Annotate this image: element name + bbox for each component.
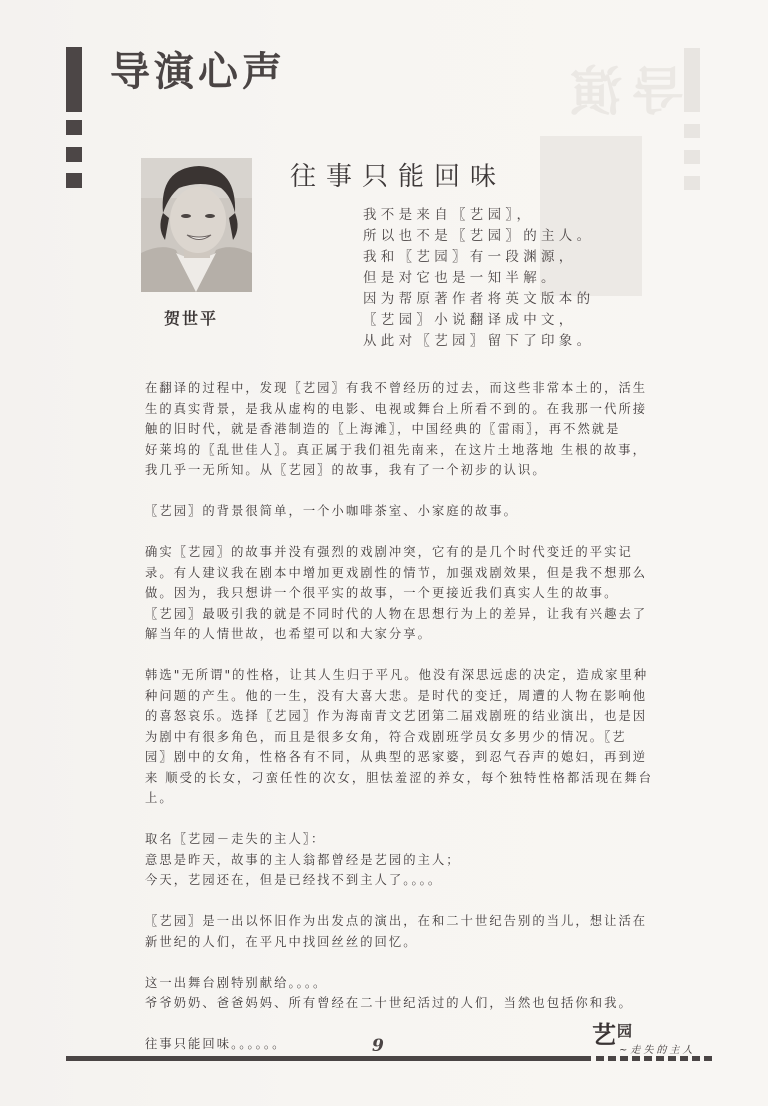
poem-line: 〖艺园〗小说翻译成中文，	[363, 312, 577, 328]
text-line: 新世纪的人们，在平凡中找回丝丝的回忆。	[145, 934, 418, 949]
article-title: 往事只能回味	[290, 162, 507, 192]
footer-dot	[644, 1056, 652, 1061]
paragraph	[145, 665, 695, 809]
footer-rule	[66, 1056, 591, 1061]
text-line: 种问题的产生。他的一生，没有大喜大悲。是时代的变迁，周遭的人物在影响他	[145, 688, 648, 703]
logo-second-char: 园	[617, 1022, 633, 1040]
text-line: 触的旧时代，就是香港制造的〖上海滩〗，中国经典的〖雷雨〗，再不然就是	[145, 422, 621, 436]
intro-poem	[363, 205, 594, 352]
author-name: 贺世平	[164, 309, 219, 328]
paragraph	[145, 829, 695, 891]
footer-dot	[596, 1056, 604, 1061]
decorative-square	[66, 147, 82, 162]
text-line: 往事只能回味。。。。。。	[145, 1037, 287, 1051]
publication-logo	[592, 1020, 696, 1056]
footer-dot	[620, 1056, 628, 1061]
text-line: 我几乎一无所知。从〖艺园〗的故事，我有了一个初步的认识。	[145, 463, 547, 477]
poem-line: 我和〖艺园〗有一段渊源，	[363, 249, 577, 265]
logo-subtitle: ~走失的主人	[619, 1045, 696, 1056]
footer-dot	[680, 1056, 688, 1061]
text-line: 为剧中有很多角色，而且是很多女角，符合戏剧班学员女多男少的情况。〖艺	[145, 729, 627, 744]
paragraph	[145, 501, 695, 522]
article-body	[145, 378, 695, 1075]
section-title: 导演心声	[110, 49, 286, 95]
decorative-square	[66, 173, 82, 188]
text-line: 园〗剧中的女角，性格各有不同，从典型的恶家婆，到忍气吞声的媳妇，再到逆	[145, 750, 648, 764]
text-line: 爷爷奶奶、爸爸妈妈、所有曾经在二十世纪活过的人们，当然也包括你和我。	[145, 996, 633, 1010]
text-line: 取名〖艺园－走失的主人〗：	[145, 832, 326, 846]
portrait-image-icon	[141, 158, 252, 292]
text-line: 来 顺受的长女，刁蛮任性的次女，胆怯羞涩的养女，每个独特性格都活现在舞台	[145, 770, 654, 785]
page-number: 9	[372, 1036, 384, 1056]
text-line: 确实〖艺园〗的故事并没有强烈的戏剧冲突，它有的是几个时代变迁的平实记	[145, 545, 633, 559]
footer-dot	[692, 1056, 700, 1061]
poem-line: 因为帮原著作者将英文版本的	[363, 291, 595, 307]
text-line: 在翻译的过程中，发现〖艺园〗有我不曾经历的过去，而这些非常本土的，活生	[145, 381, 648, 395]
footer-dot	[608, 1056, 616, 1061]
footer-dot	[704, 1056, 712, 1061]
bleed-through-square	[684, 176, 700, 190]
text-line: 的喜怒哀乐。选择〖艺园〗作为海南青文艺团第二届戏剧班的结业演出，也是因	[145, 709, 648, 723]
text-line: 意思是昨天，故事的主人翁都曾经是艺园的主人；	[145, 852, 461, 867]
decorative-bar-tall	[66, 47, 82, 112]
logo-main-char: 艺	[592, 1020, 616, 1049]
bleed-through-square	[684, 150, 700, 164]
paragraph	[145, 378, 695, 481]
text-line: 韩选"无所谓"的性格，让其人生归于平凡。他没有深思远虑的决定，造成家里种	[145, 668, 649, 682]
text-line: 这一出舞台剧特别献给。。。。	[145, 975, 328, 990]
text-line: 生的真实背景，是我从虚构的电影、电视或舞台上所看不到的。在我那一代所接	[145, 401, 648, 416]
paragraph	[145, 973, 695, 1014]
text-line: 解当年的人情世故，也希望可以和大家分享。	[145, 627, 432, 641]
poem-line: 我不是来自〖艺园〗，	[363, 207, 535, 223]
footer-dot	[632, 1056, 640, 1061]
author-photo	[141, 158, 252, 292]
text-line: 今天，艺园还在，但是已经找不到主人了。。。。	[145, 873, 443, 887]
poem-line: 所以也不是〖艺园〗的主人。	[363, 228, 595, 244]
footer-dot	[668, 1056, 676, 1061]
text-line: 好莱坞的〖乱世佳人〗。真正属于我们祖先南来，在这片土地落地 生根的故事，	[145, 442, 647, 457]
bleed-through-title: 导演	[560, 63, 685, 123]
footer-dots	[596, 1056, 712, 1061]
bleed-through-bar	[684, 48, 700, 112]
text-line: 录。有人建议我在剧本中增加更戏剧性的情节，加强戏剧效果，但是我不想那么	[145, 565, 648, 580]
text-line: 做。因为，我只想讲一个很平实的故事，一个更接近我们真实人生的故事。	[145, 586, 619, 600]
text-line: 〖艺园〗是一出以怀旧作为出发点的演出，在和二十世纪告别的当儿，想让活在	[145, 914, 648, 928]
poem-line: 但是对它也是一知半解。	[363, 270, 559, 286]
poem-line: 从此对〖艺园〗留下了印象。	[363, 333, 595, 349]
text-line: 〖艺园〗的背景很简单，一个小咖啡茶室、小家庭的故事。	[145, 504, 519, 518]
text-line: 〖艺园〗最吸引我的就是不同时代的人物在思想行为上的差异，让我有兴趣去了	[145, 606, 648, 621]
paragraph	[145, 911, 695, 952]
decorative-square	[66, 120, 82, 135]
text-line: 上。	[145, 791, 174, 805]
footer-dot	[656, 1056, 664, 1061]
paragraph	[145, 542, 695, 645]
bleed-through-square	[684, 124, 700, 138]
